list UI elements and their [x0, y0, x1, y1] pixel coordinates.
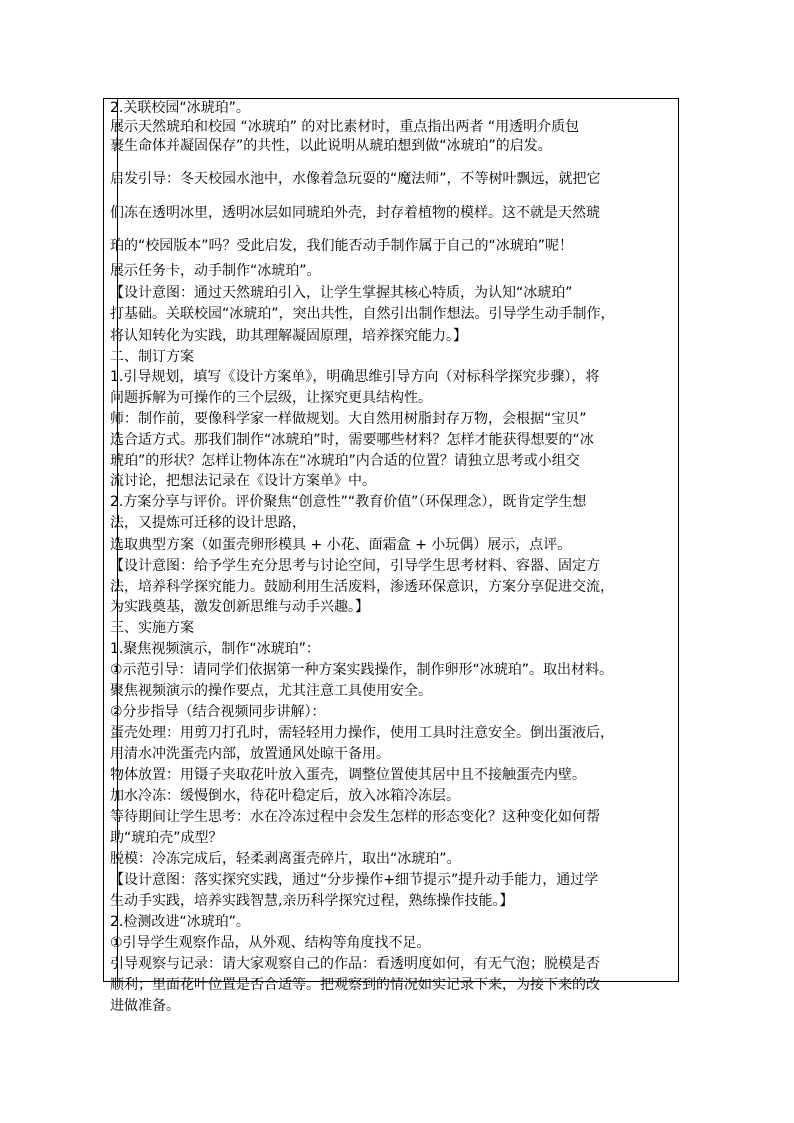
text-line: 物体放置：用镊子夹取花叶放入蛋壳，调整位置使其居中且不接触蛋壳内壁。 [110, 767, 586, 783]
text-line: 打基础。关联校园“冰琥珀”，突出共性，自然引出制作想法。引导学生动手制作， [110, 306, 615, 322]
text-line: 展示任务卡，动手制作“冰琥珀”。 [110, 263, 321, 279]
text-line: 1.引导规划，填写《设计方案单》，明确思维引导方向（对标科学探究步骤），将 [110, 369, 600, 385]
text-line: 2.方案分享与评价。评价聚焦“创意性”“教育价值”（环保理念），既肯定学生想 [110, 494, 587, 510]
text-line: 脱模：冷冻完成后，轻柔剥离蛋壳碎片，取出“冰琥珀”。 [110, 851, 461, 867]
text-line: 法，又提炼可迁移的设计思路， [110, 515, 306, 531]
text-line: 【设计意图：给予学生充分思考与讨论空间，引导学生思考材料、容器、固定方 [110, 558, 600, 574]
text-line: ①引导学生观察作品，从外观、结构等角度找不足。 [110, 935, 431, 951]
text-line: 选取典型方案（如蛋壳卵形模具 + 小花、面霜盒 + 小玩偶）展示，点评。 [110, 537, 572, 553]
text-line: 展示天然琥珀和校园 “冰琥珀” 的对比素材时，重点指出两者 “用透明介质包 [110, 119, 580, 135]
text-line: 蛋壳处理：用剪刀打孔时，需轻轻用力操作，使用工具时注意安全。倒出蛋液后， [110, 725, 614, 741]
text-line: 法，培养科学探究能力。鼓励利用生活废料，渗透环保意识，方案分享促进交流， [110, 579, 614, 595]
section-heading: 二、制订方案 [110, 349, 194, 365]
text-line: 1.聚焦视频演示，制作“冰琥珀”： [110, 641, 320, 657]
text-line: 进做准备。 [110, 998, 180, 1014]
text-line: 为实践奠基，激发创新思维与动手兴趣。】 [110, 599, 369, 615]
text-line: 2.检测改进“冰琥珀”。 [110, 914, 250, 930]
text-line: 等待期间让学生思考：水在冷冻过程中会发生怎样的形态变化？这种变化如何帮 [110, 809, 600, 825]
text-line: 启发引导：冬天校园水池中，水像着急玩耍的“魔法师”，不等树叶飘远，就把它 [110, 171, 601, 187]
text-line: 们冻在透明冰里，透明冰层如同琥珀外壳，封存着植物的模样。这不就是天然琥 [110, 205, 600, 221]
text-line: 将认知转化为实践，助其理解凝固原理，培养探究能力。】 [110, 328, 467, 344]
text-line: 选合适方式。那我们制作“冰琥珀”时，需要哪些材料？怎样才能获得想要的“冰 [110, 432, 594, 448]
text-line: 【设计意图：落实探究实践，通过“分步操作+细节提示”提升动手能力，通过学 [110, 872, 599, 888]
text-line: 引导观察与记录：请大家观察自己的作品：看透明度如何，有无气泡；脱模是否 [110, 956, 600, 972]
text-line: 问题拆解为可操作的三个层级，让探究更具结构性。 [110, 390, 432, 406]
text-line: 师：制作前，要像科学家一样做规划。大自然用树脂封存万物，会根据“宝贝” [110, 411, 587, 427]
text-line: 顺利；里面花叶位置是否合适等。把观察到的情况如实记录下来，为接下来的改 [110, 977, 600, 993]
text-line: ①示范引导：请同学们依据第一种方案实践操作，制作卵形“冰琥珀”。取出材料。 [110, 662, 614, 678]
text-line: 流讨论，把想法记录在《设计方案单》中。 [110, 473, 376, 489]
text-line: 珀的“校园版本”吗？受此启发，我们能否动手制作属于自己的“冰琥珀”呢！ [110, 238, 574, 254]
section-heading: 三、实施方案 [110, 620, 194, 636]
text-line: 加水冷冻：缓慢倒水，待花叶稳定后，放入冰箱冷冻层。 [110, 788, 460, 804]
text-line: 聚焦视频演示的操作要点，尤其注意工具使用安全。 [110, 683, 432, 699]
text-line: 生动手实践，培养实践智慧,亲历科学探究过程，熟练操作技能。】 [110, 893, 514, 909]
text-line: 裹生命体并凝固保存”的共性，以此说明从琥珀想到做“冰琥珀”的启发。 [110, 138, 552, 154]
text-line: 【设计意图：通过天然琥珀引入，让学生掌握其核心特质，为认知“冰琥珀” [110, 285, 573, 301]
text-line: 助“琥珀壳”成型？ [110, 830, 223, 846]
text-line: 琥珀”的形状？怎样让物体冻在“冰琥珀”内合适的位置？请独立思考或小组交 [110, 453, 580, 469]
text-line: 用清水冲洗蛋壳内部，放置通风处晾干备用。 [110, 746, 390, 762]
text-line: ②分步指导（结合视频同步讲解）： [110, 704, 326, 720]
text-line: 2.关联校园“冰琥珀”。 [110, 100, 250, 116]
